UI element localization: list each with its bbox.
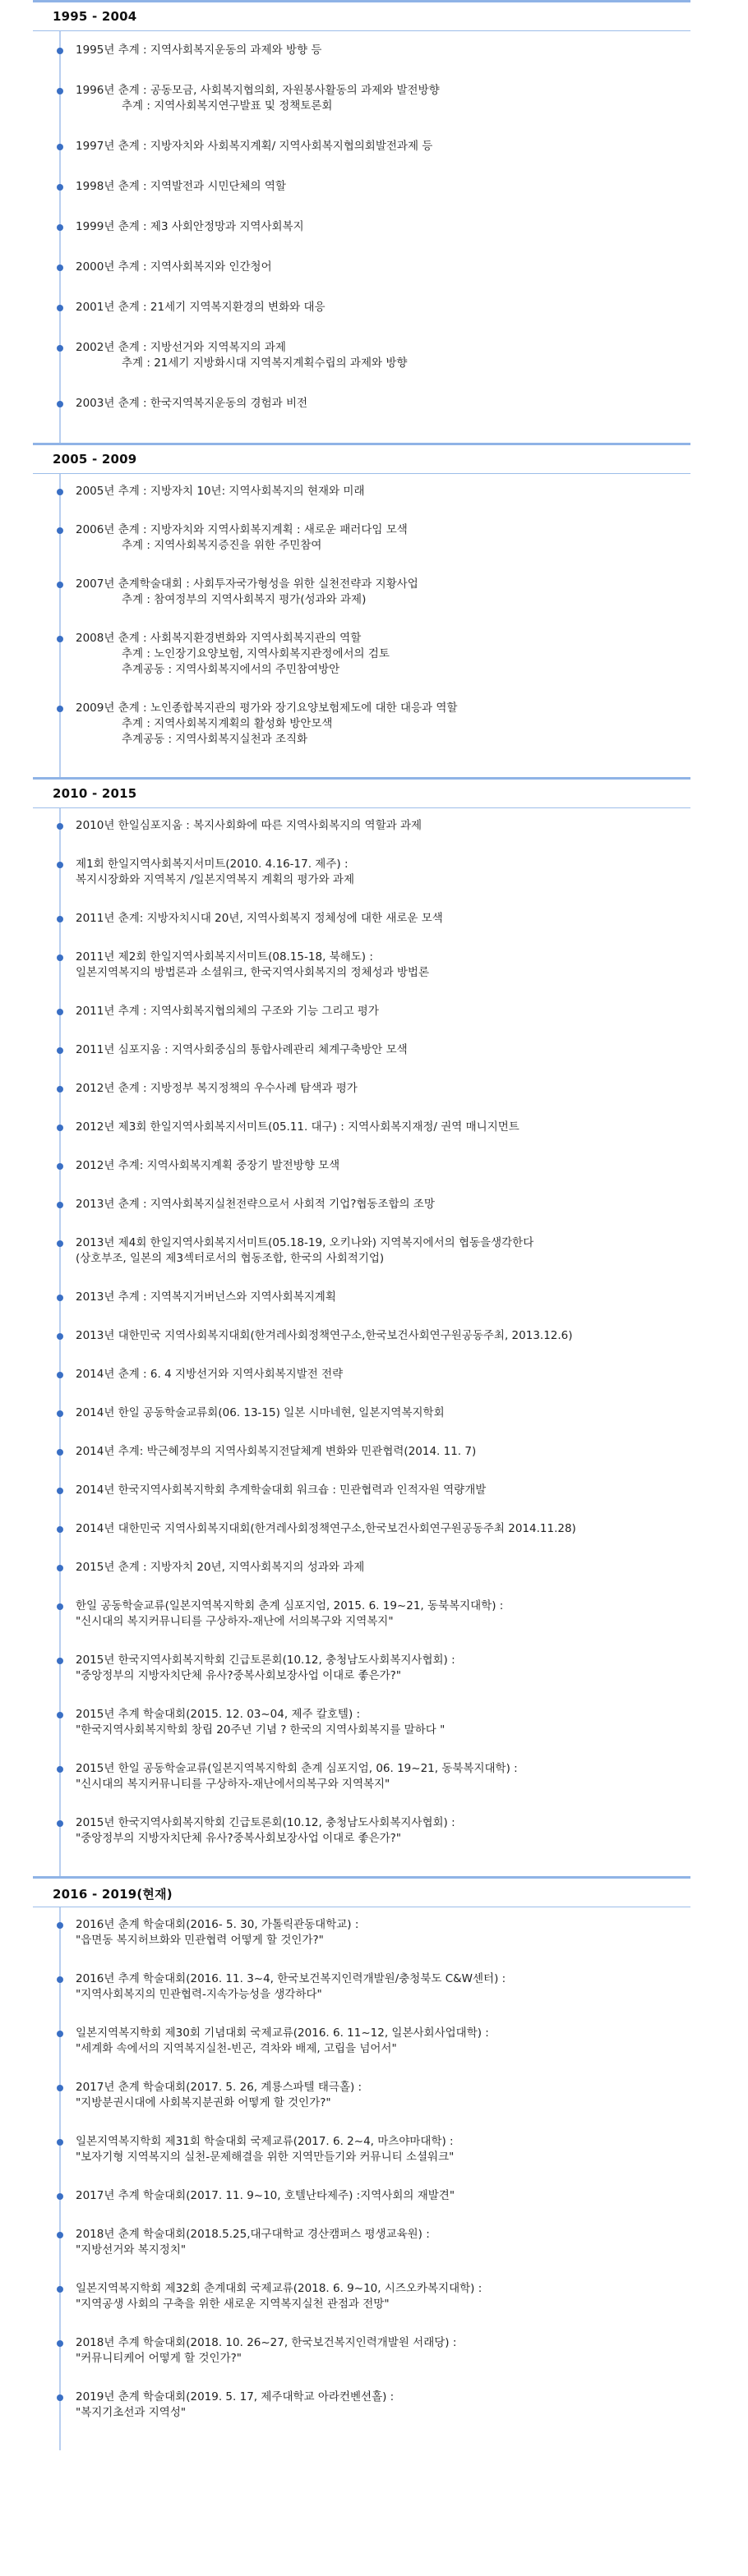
event-detail: "지역사회복지의 민관협력-지속가능성을 생각하다" — [76, 1988, 322, 2001]
timeline-item — [33, 1444, 690, 1460]
timeline-item — [33, 1483, 690, 1498]
timeline-item — [33, 1081, 690, 1097]
event-title: 2014년 한국지역사회복지학회 추계학술대회 워크숍 : 민관협력과 인적자원 역량개발 — [76, 1484, 487, 1497]
timeline-item — [33, 83, 690, 114]
event-detail: 추계 : 참여정부의 지역사회복지 평가(성과와 과제) — [122, 593, 367, 606]
timeline-item — [33, 1917, 690, 1948]
event-detail: (상호부조, 일본의 제3섹터로서의 협동조합, 한국의 사회적기업) — [76, 1252, 385, 1265]
event-detail: 추계 : 지역사회복지연구발표 및 정책토론회 — [122, 99, 333, 113]
event-title: 2015년 한국지역사회복지학회 긴급토론회(10.12, 충청남도사회복지사협회) : — [76, 1816, 455, 1829]
period-header — [33, 1876, 690, 1907]
timeline-item — [33, 1405, 690, 1421]
timeline-item — [33, 1197, 690, 1212]
timeline-dot-icon — [57, 636, 63, 642]
timeline-dot-icon — [57, 2232, 63, 2238]
event-title: 1996년 춘계 : 공동모금, 사회복지협의회, 자원봉사활동의 과제와 발전방향 — [76, 84, 440, 97]
event-title: 2012년 춘계 : 지방정부 복지정책의 우수사례 탐색과 평가 — [76, 1082, 358, 1095]
period-title: 1995 - 2004 — [53, 9, 137, 24]
event-title: 2011년 제2회 한일지역사회복지서미트(08.15-18, 북해도) : — [76, 950, 373, 964]
timeline-item — [33, 857, 690, 888]
event-title: 2017년 춘계 학술대회(2017. 5. 26, 계룡스파텔 태극홀) : — [76, 2081, 362, 2094]
event-detail: "지방선거와 복지정치" — [76, 2243, 187, 2256]
timeline-item — [33, 2026, 690, 2057]
timeline-dot-icon — [57, 1086, 63, 1092]
event-title: 2015년 추계 학술대회(2015. 12. 03~04, 제주 칼호텔) : — [76, 1708, 361, 1721]
timeline-dot-icon — [57, 1922, 63, 1929]
event-detail: "세계화 속에서의 지역복지실천-빈곤, 격차와 배제, 고립을 넘어서" — [76, 2042, 397, 2055]
timeline-dot-icon — [57, 2193, 63, 2200]
event-title: 제1회 한일지역사회복지서미트(2010. 4.16-17. 제주) : — [76, 858, 349, 871]
timeline-dot-icon — [57, 144, 63, 150]
timeline-item — [33, 1761, 690, 1792]
timeline-dot-icon — [57, 1526, 63, 1533]
timeline-item — [33, 1004, 690, 1019]
event-detail: "신시대의 복지커뮤니티를 구상하자-재난에서의복구와 지역복지" — [76, 1778, 390, 1791]
timeline-dot-icon — [57, 1163, 63, 1170]
event-title: 2015년 한일 공동학술교류(일본지역복지학회 춘계 심포지엄, 06. 19~21, 동북복지대학) : — [76, 1762, 518, 1775]
event-title: 2013년 대한민국 지역사회복지대회(한겨레사회정책연구소,한국보건사회연구원공동주최, 2013.12.6) — [76, 1329, 573, 1342]
timeline-item — [33, 1815, 690, 1847]
event-detail: 추계 : 노인장기요양보험, 지역사회복지관정에서의 검토 — [122, 647, 390, 660]
event-title: 2000년 추계 : 지역사회복지와 인간청어 — [76, 260, 272, 274]
timeline-item — [33, 911, 690, 927]
timeline-item — [33, 1653, 690, 1684]
timeline-dot-icon — [57, 862, 63, 868]
event-title: 2007년 춘계학술대회 : 사회투자국가형성을 위한 실천전략과 지황사업 — [76, 577, 418, 591]
timeline-item — [33, 2134, 690, 2165]
timeline-dot-icon — [57, 1565, 63, 1571]
event-title: 2008년 춘계 : 사회복지환경변화와 지역사회복지관의 역할 — [76, 632, 362, 645]
event-title: 2003년 춘계 : 한국지역복지운동의 경험과 비전 — [76, 397, 308, 410]
timeline-dot-icon — [57, 305, 63, 311]
timeline-dot-icon — [57, 1820, 63, 1827]
event-detail: "복지기초선과 지역성" — [76, 2406, 187, 2419]
event-title: 2015년 한국지역사회복지학회 긴급토론회(10.12, 충청남도사회복지사협회) : — [76, 1654, 455, 1667]
timeline-item — [33, 484, 690, 499]
event-title: 1995년 추계 : 지역사회복지운동의 과제와 방향 등 — [76, 44, 322, 57]
event-detail: "보자기형 지역복지의 실천-문제해결을 위한 지역만들기와 커뮤니티 소셜워크" — [76, 2150, 455, 2164]
timeline-dot-icon — [57, 1125, 63, 1131]
timeline-dot-icon — [57, 224, 63, 231]
event-title: 일본지역복지학회 제30회 기념대회 국제교류(2016. 6. 11~12, 일본사회사업대학) : — [76, 2026, 489, 2040]
timeline-dot-icon — [57, 1976, 63, 1983]
timeline-item — [33, 2227, 690, 2258]
timeline-dot-icon — [57, 345, 63, 352]
timeline-dot-icon — [57, 916, 63, 922]
timeline-item — [33, 300, 690, 315]
timeline-item — [33, 1290, 690, 1305]
event-title: 2012년 제3회 한일지역사회복지서미트(05.11. 대구) : 지역사회복지재정/ 권역 매니지먼트 — [76, 1120, 519, 1134]
timeline-item — [33, 2335, 690, 2367]
timeline-dot-icon — [57, 1295, 63, 1301]
event-title: 2005년 추계 : 지방자치 10년: 지역사회복지의 현재와 미래 — [76, 485, 365, 498]
timeline-item — [33, 1328, 690, 1344]
event-title: 2017년 추계 학술대회(2017. 11. 9~10, 호텔난타제주) :지역사회의 재발견" — [76, 2189, 455, 2202]
timeline-dot-icon — [57, 1047, 63, 1054]
period-title: 2005 - 2009 — [53, 452, 137, 467]
timeline-dot-icon — [57, 2286, 63, 2293]
event-detail: 추계공동 : 지역사회복지에서의 주민참여방안 — [122, 663, 340, 676]
event-title: 2018년 춘계 학술대회(2018.5.25,대구대학교 경산캠퍼스 평생교육원) : — [76, 2228, 430, 2241]
timeline-item — [33, 260, 690, 275]
timeline-dot-icon — [57, 401, 63, 407]
timeline-dot-icon — [57, 2394, 63, 2401]
timeline-item — [33, 1521, 690, 1537]
timeline-dot-icon — [57, 1009, 63, 1015]
timeline-dot-icon — [57, 1658, 63, 1664]
event-title: 2014년 추계: 박근혜정부의 지역사회복지전달체계 변화와 민관협력(2014. 11. 7) — [76, 1445, 477, 1458]
timeline-list — [33, 31, 690, 443]
timeline-dot-icon — [57, 1333, 63, 1340]
timeline-item — [33, 2390, 690, 2421]
event-detail: "읍면동 복지허브화와 민관협력 어떻게 할 것인가?" — [76, 1934, 324, 1947]
period-title: 2016 - 2019(현재) — [53, 1887, 173, 1902]
timeline-item — [33, 1560, 690, 1576]
event-title: 2001년 춘계 : 21세기 지역복지환경의 변화와 대응 — [76, 301, 326, 314]
timeline-dot-icon — [57, 489, 63, 495]
event-title: 2006년 춘계 : 지방자치와 지역사회복지계획 : 새로운 패러다임 모색 — [76, 523, 408, 536]
history-timeline — [33, 0, 690, 2450]
timeline-dot-icon — [57, 88, 63, 94]
event-title: 2015년 춘계 : 지방자치 20년, 지역사회복지의 성과와 과제 — [76, 1561, 365, 1574]
period-header — [33, 777, 690, 808]
period-title: 2010 - 2015 — [53, 786, 137, 801]
event-title: 1997년 춘계 : 지방자치와 사회복지계획/ 지역사회복지협의회발전과제 등 — [76, 140, 433, 153]
timeline-dot-icon — [57, 1372, 63, 1378]
event-detail: "중앙정부의 지방자치단체 유사?중복사회보장사업 이대로 좋은가?" — [76, 1669, 402, 1682]
event-title: 2014년 춘계 : 6. 4 지방선거와 지역사회복지발전 전략 — [76, 1368, 344, 1381]
event-detail: 복지시장화와 지역복지 /일본지역복지 계획의 평가와 과제 — [76, 873, 354, 886]
event-title: 2014년 대한민국 지역사회복지대회(한겨레사회정책연구소,한국보건사회연구원공동주최 2014.11.28) — [76, 1522, 576, 1535]
event-detail: "지역공생 사회의 구축을 위한 새로운 지역복지실천 관점과 전망" — [76, 2298, 390, 2311]
timeline-dot-icon — [57, 184, 63, 191]
timeline-item — [33, 1235, 690, 1267]
timeline-dot-icon — [57, 48, 63, 54]
event-title: 2002년 춘계 : 지방선거와 지역복지의 과제 — [76, 341, 286, 354]
timeline-dot-icon — [57, 582, 63, 588]
event-detail: "지방분권시대에 사회복지분권화 어떻게 할 것인가?" — [76, 2096, 331, 2109]
timeline-item — [33, 219, 690, 235]
event-detail: 일본지역복지의 방법론과 소셜워크, 한국지역사회복지의 정체성과 방법론 — [76, 966, 430, 979]
timeline-dot-icon — [57, 2139, 63, 2146]
event-detail: 추계 : 지역사회복지계획의 활성화 방안모색 — [122, 717, 333, 730]
event-detail: "한국지역사회복지학회 창립 20주년 기념 ? 한국의 지역사회복지를 말하다 " — [76, 1723, 446, 1736]
timeline-dot-icon — [57, 823, 63, 830]
event-title: 2016년 춘계 학술대회(2016- 5. 30, 가톨릭관동대학교) : — [76, 1918, 359, 1931]
event-detail: 추계 : 21세기 지방화시대 지역복지계획수립의 과제와 방향 — [122, 356, 408, 370]
event-title: 일본지역복지학회 제31회 학술대회 국제교류(2017. 6. 2~4, 마츠야마대학) : — [76, 2135, 454, 2148]
event-title: 2011년 심포지움 : 지역사회중심의 통합사례관리 체계구축방안 모색 — [76, 1043, 408, 1056]
period-header — [33, 443, 690, 474]
timeline-list — [33, 1907, 690, 2450]
event-title: 2010년 한일심포지움 : 복지사회화에 따른 지역사회복지의 역할과 과제 — [76, 819, 422, 832]
timeline-item — [33, 701, 690, 748]
timeline-item — [33, 1158, 690, 1174]
timeline-dot-icon — [57, 1712, 63, 1718]
timeline-item — [33, 340, 690, 371]
timeline-item — [33, 818, 690, 834]
period-header — [33, 0, 690, 31]
event-detail: "커뮤니티케어 어떻게 할 것인가?" — [76, 2352, 242, 2365]
event-detail: 추계공동 : 지역사회복지실천과 조직화 — [122, 733, 308, 746]
timeline-dot-icon — [57, 527, 63, 534]
timeline-dot-icon — [57, 1410, 63, 1417]
timeline-item — [33, 43, 690, 58]
timeline-item — [33, 522, 690, 554]
event-title: 2012년 추계: 지역사회복지계획 중장기 발전방향 모색 — [76, 1159, 340, 1172]
timeline-dot-icon — [57, 2340, 63, 2347]
timeline-dot-icon — [57, 1603, 63, 1610]
timeline-item — [33, 139, 690, 154]
timeline-item — [33, 1120, 690, 1135]
event-detail: "신시대의 복지커뮤니티를 구상하자-재난에 서의복구와 지역복지" — [76, 1615, 394, 1628]
event-title: 2009년 춘계 : 노인종합복지관의 평가와 장기요양보험제도에 대한 대응과 역할 — [76, 702, 458, 715]
timeline-item — [33, 396, 690, 412]
period-section — [33, 1876, 690, 2450]
timeline-dot-icon — [57, 1449, 63, 1456]
period-section — [33, 443, 690, 777]
event-title: 2019년 춘계 학술대회(2019. 5. 17, 제주대학교 아라컨벤션홀) : — [76, 2390, 395, 2404]
timeline-item — [33, 2188, 690, 2204]
timeline-item — [33, 179, 690, 195]
timeline-dot-icon — [57, 954, 63, 961]
timeline-dot-icon — [57, 706, 63, 712]
timeline-item — [33, 1367, 690, 1382]
event-title: 2011년 춘계: 지방자치시대 20년, 지역사회복지 정체성에 대한 새로운 모색 — [76, 912, 443, 925]
timeline-dot-icon — [57, 1488, 63, 1494]
timeline-dot-icon — [57, 2031, 63, 2037]
timeline-item — [33, 631, 690, 678]
timeline-dot-icon — [57, 1202, 63, 1208]
event-title: 2011년 추계 : 지역사회복지협의체의 구조와 기능 그리고 평가 — [76, 1005, 379, 1018]
timeline-item — [33, 1042, 690, 1058]
timeline-item — [33, 1598, 690, 1630]
event-title: 일본지역복지학회 제32회 춘계대회 국제교류(2018. 6. 9~10, 시즈오카복지대학) : — [76, 2282, 483, 2295]
event-detail: "중앙정부의 지방자치단체 유사?중복사회보장사업 이대로 좋은가?" — [76, 1832, 402, 1845]
timeline-item — [33, 1971, 690, 2003]
timeline-item — [33, 2080, 690, 2111]
period-section — [33, 0, 690, 443]
event-title: 2014년 한일 공동학술교류회(06. 13-15) 일본 시마네현, 일본지역복지학회 — [76, 1406, 445, 1419]
event-title: 2013년 춘계 : 지역사회복지실천전략으로서 사회적 기업?협동조합의 조망 — [76, 1198, 435, 1211]
timeline-item — [33, 2281, 690, 2312]
timeline-dot-icon — [57, 1240, 63, 1247]
timeline-item — [33, 950, 690, 981]
event-title: 2013년 제4회 한일지역사회복지서미트(05.18-19, 오키나와) 지역복지에서의 협동을생각한다 — [76, 1236, 534, 1249]
event-title: 2018년 추계 학술대회(2018. 10. 26~27, 한국보건복지인력개발원 서래당) : — [76, 2336, 457, 2349]
timeline-dot-icon — [57, 1766, 63, 1773]
timeline-dot-icon — [57, 264, 63, 271]
event-title: 2016년 추계 학술대회(2016. 11. 3~4, 한국보건복지인력개발원/충청북도 C&W센터) : — [76, 1972, 506, 1985]
timeline-list — [33, 474, 690, 777]
event-title: 1998년 춘계 : 지역발전과 시민단체의 역할 — [76, 180, 286, 193]
timeline-dot-icon — [57, 2085, 63, 2091]
event-title: 2013년 추계 : 지역복지거버넌스와 지역사회복지계획 — [76, 1290, 336, 1304]
event-title: 1999년 춘계 : 제3 사회안정망과 지역사회복지 — [76, 220, 304, 233]
timeline-item — [33, 1707, 690, 1738]
timeline-list — [33, 808, 690, 1876]
period-section — [33, 777, 690, 1876]
timeline-item — [33, 577, 690, 608]
event-detail: 추계 : 지역사회복지증진을 위한 주민참여 — [122, 539, 322, 552]
event-title: 한일 공동학술교류(일본지역복지학회 춘계 심포지엄, 2015. 6. 19~21, 동북복지대학) : — [76, 1599, 504, 1612]
